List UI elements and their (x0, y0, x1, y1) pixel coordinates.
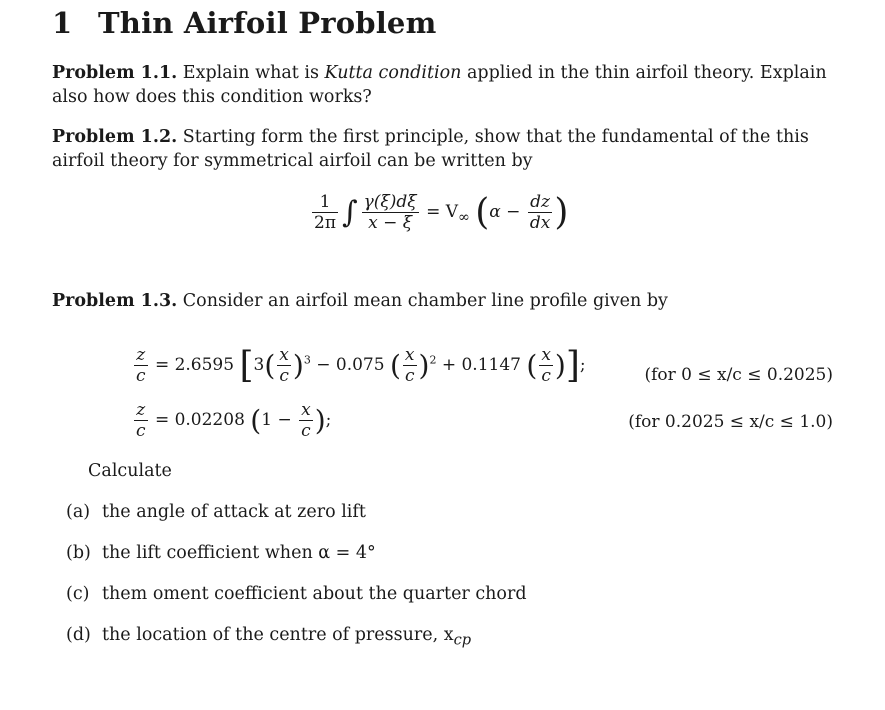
camber-equation-2 (132, 400, 331, 441)
frac-z-c (134, 345, 148, 386)
denominator: x − ξ (362, 212, 419, 233)
alpha-minus: α − (489, 202, 521, 222)
denominator: c (539, 365, 553, 386)
term-2: − 0.075 (316, 355, 385, 375)
list-item-text: them oment coefficient about the quarter chord (102, 584, 527, 604)
condition-2: (for 0.2025 ≤ x/c ≤ 1.0) (628, 412, 833, 432)
problem-1-1-label: Problem 1.1. (52, 63, 178, 83)
one-minus: 1 − (261, 410, 292, 430)
problem-1-3 (52, 289, 834, 313)
list-item-label: (a) (66, 502, 91, 522)
semicolon: ; (325, 410, 332, 430)
list-item-label: (b) (66, 543, 91, 563)
section-title: Thin Airfoil Problem (98, 6, 437, 40)
camber-equation-1 (132, 345, 586, 386)
calculate-label: Calculate (88, 461, 172, 481)
right-paren: ) (554, 349, 566, 382)
left-paren: ( (475, 192, 490, 233)
list-item-text: the lift coefficient when α = 4° (102, 543, 376, 563)
v-subscript: ∞ (458, 209, 470, 226)
left-paren: ( (526, 349, 538, 382)
list-item-d (66, 625, 471, 649)
problem-1-3-text: Consider an airfoil mean chamber line profile given by (182, 291, 668, 311)
frac-dz-dx (528, 192, 552, 233)
right-paren: ) (292, 349, 304, 382)
power-2: 2 (429, 353, 437, 367)
frac-x-c (539, 345, 553, 386)
numerator: z (136, 400, 146, 420)
denominator: c (403, 365, 417, 386)
frac-one-over-2pi (312, 192, 338, 233)
list-item-c (66, 584, 527, 604)
integral-sign: ∫ (342, 195, 358, 230)
coefficient: = 0.02208 (154, 410, 245, 430)
denominator: c (277, 365, 291, 386)
list-item-a (66, 502, 366, 522)
numerator: dz (530, 192, 550, 212)
numerator: z (136, 345, 146, 365)
left-bracket: [ (239, 345, 254, 386)
list-item-subscript: cp (453, 631, 472, 649)
numerator: x (279, 345, 289, 365)
list-item-text: the angle of attack at zero lift (102, 502, 366, 522)
section-heading (52, 6, 436, 40)
list-item-label: (d) (66, 625, 91, 645)
semicolon: ; (579, 355, 586, 375)
problem-1-2 (52, 125, 834, 173)
section-number: 1 (52, 6, 73, 40)
numerator: x (404, 345, 415, 365)
frac-x-c (299, 400, 313, 441)
frac-x-c (403, 345, 417, 386)
left-paren: ( (250, 404, 262, 437)
numerator: x (541, 345, 551, 365)
equals-v: = V (426, 202, 459, 222)
problem-1-1-text-b: applied in the thin airfoil theory. Explain also how does this condition works? (52, 63, 827, 107)
denominator: c (299, 420, 313, 441)
frac-z-c (134, 400, 148, 441)
problem-1-1-text-a: Explain what is (182, 63, 325, 83)
list-item-b (66, 543, 376, 563)
right-bracket: ] (565, 345, 580, 386)
coefficient: = 2.6595 (154, 355, 235, 375)
list-item-text: the location of the centre of pressure, x (102, 625, 454, 645)
problem-1-3-label: Problem 1.3. (52, 291, 178, 311)
frac-gamma (362, 192, 419, 233)
numerator: 1 (319, 192, 331, 212)
denominator: c (136, 366, 146, 386)
right-paren: ) (554, 192, 569, 233)
problem-1-2-label: Problem 1.2. (52, 127, 178, 147)
frac-x-c (277, 345, 291, 386)
condition-1: (for 0 ≤ x/c ≤ 0.2025) (644, 365, 833, 385)
problem-1-2-text: Starting form the first principle, show that the fundamental of the this airfoil theory for symmetrical airfoil can be written by (52, 127, 809, 171)
power-3: 3 (303, 353, 311, 367)
problem-1-1-emphasis: Kutta condition (324, 63, 462, 83)
right-paren: ) (314, 404, 326, 437)
denominator: 2π (314, 213, 336, 233)
integral-equation (310, 192, 568, 233)
numerator: γ(ξ)dξ (363, 192, 417, 212)
three: 3 (253, 355, 265, 375)
denominator: c (136, 421, 146, 441)
list-item-label: (c) (66, 584, 90, 604)
right-paren: ) (418, 349, 430, 382)
term-3: + 0.1147 (441, 355, 521, 375)
numerator: x (301, 400, 311, 420)
left-paren: ( (264, 349, 276, 382)
left-paren: ( (389, 349, 401, 382)
problem-1-1 (52, 61, 834, 109)
denominator: dx (529, 213, 551, 233)
